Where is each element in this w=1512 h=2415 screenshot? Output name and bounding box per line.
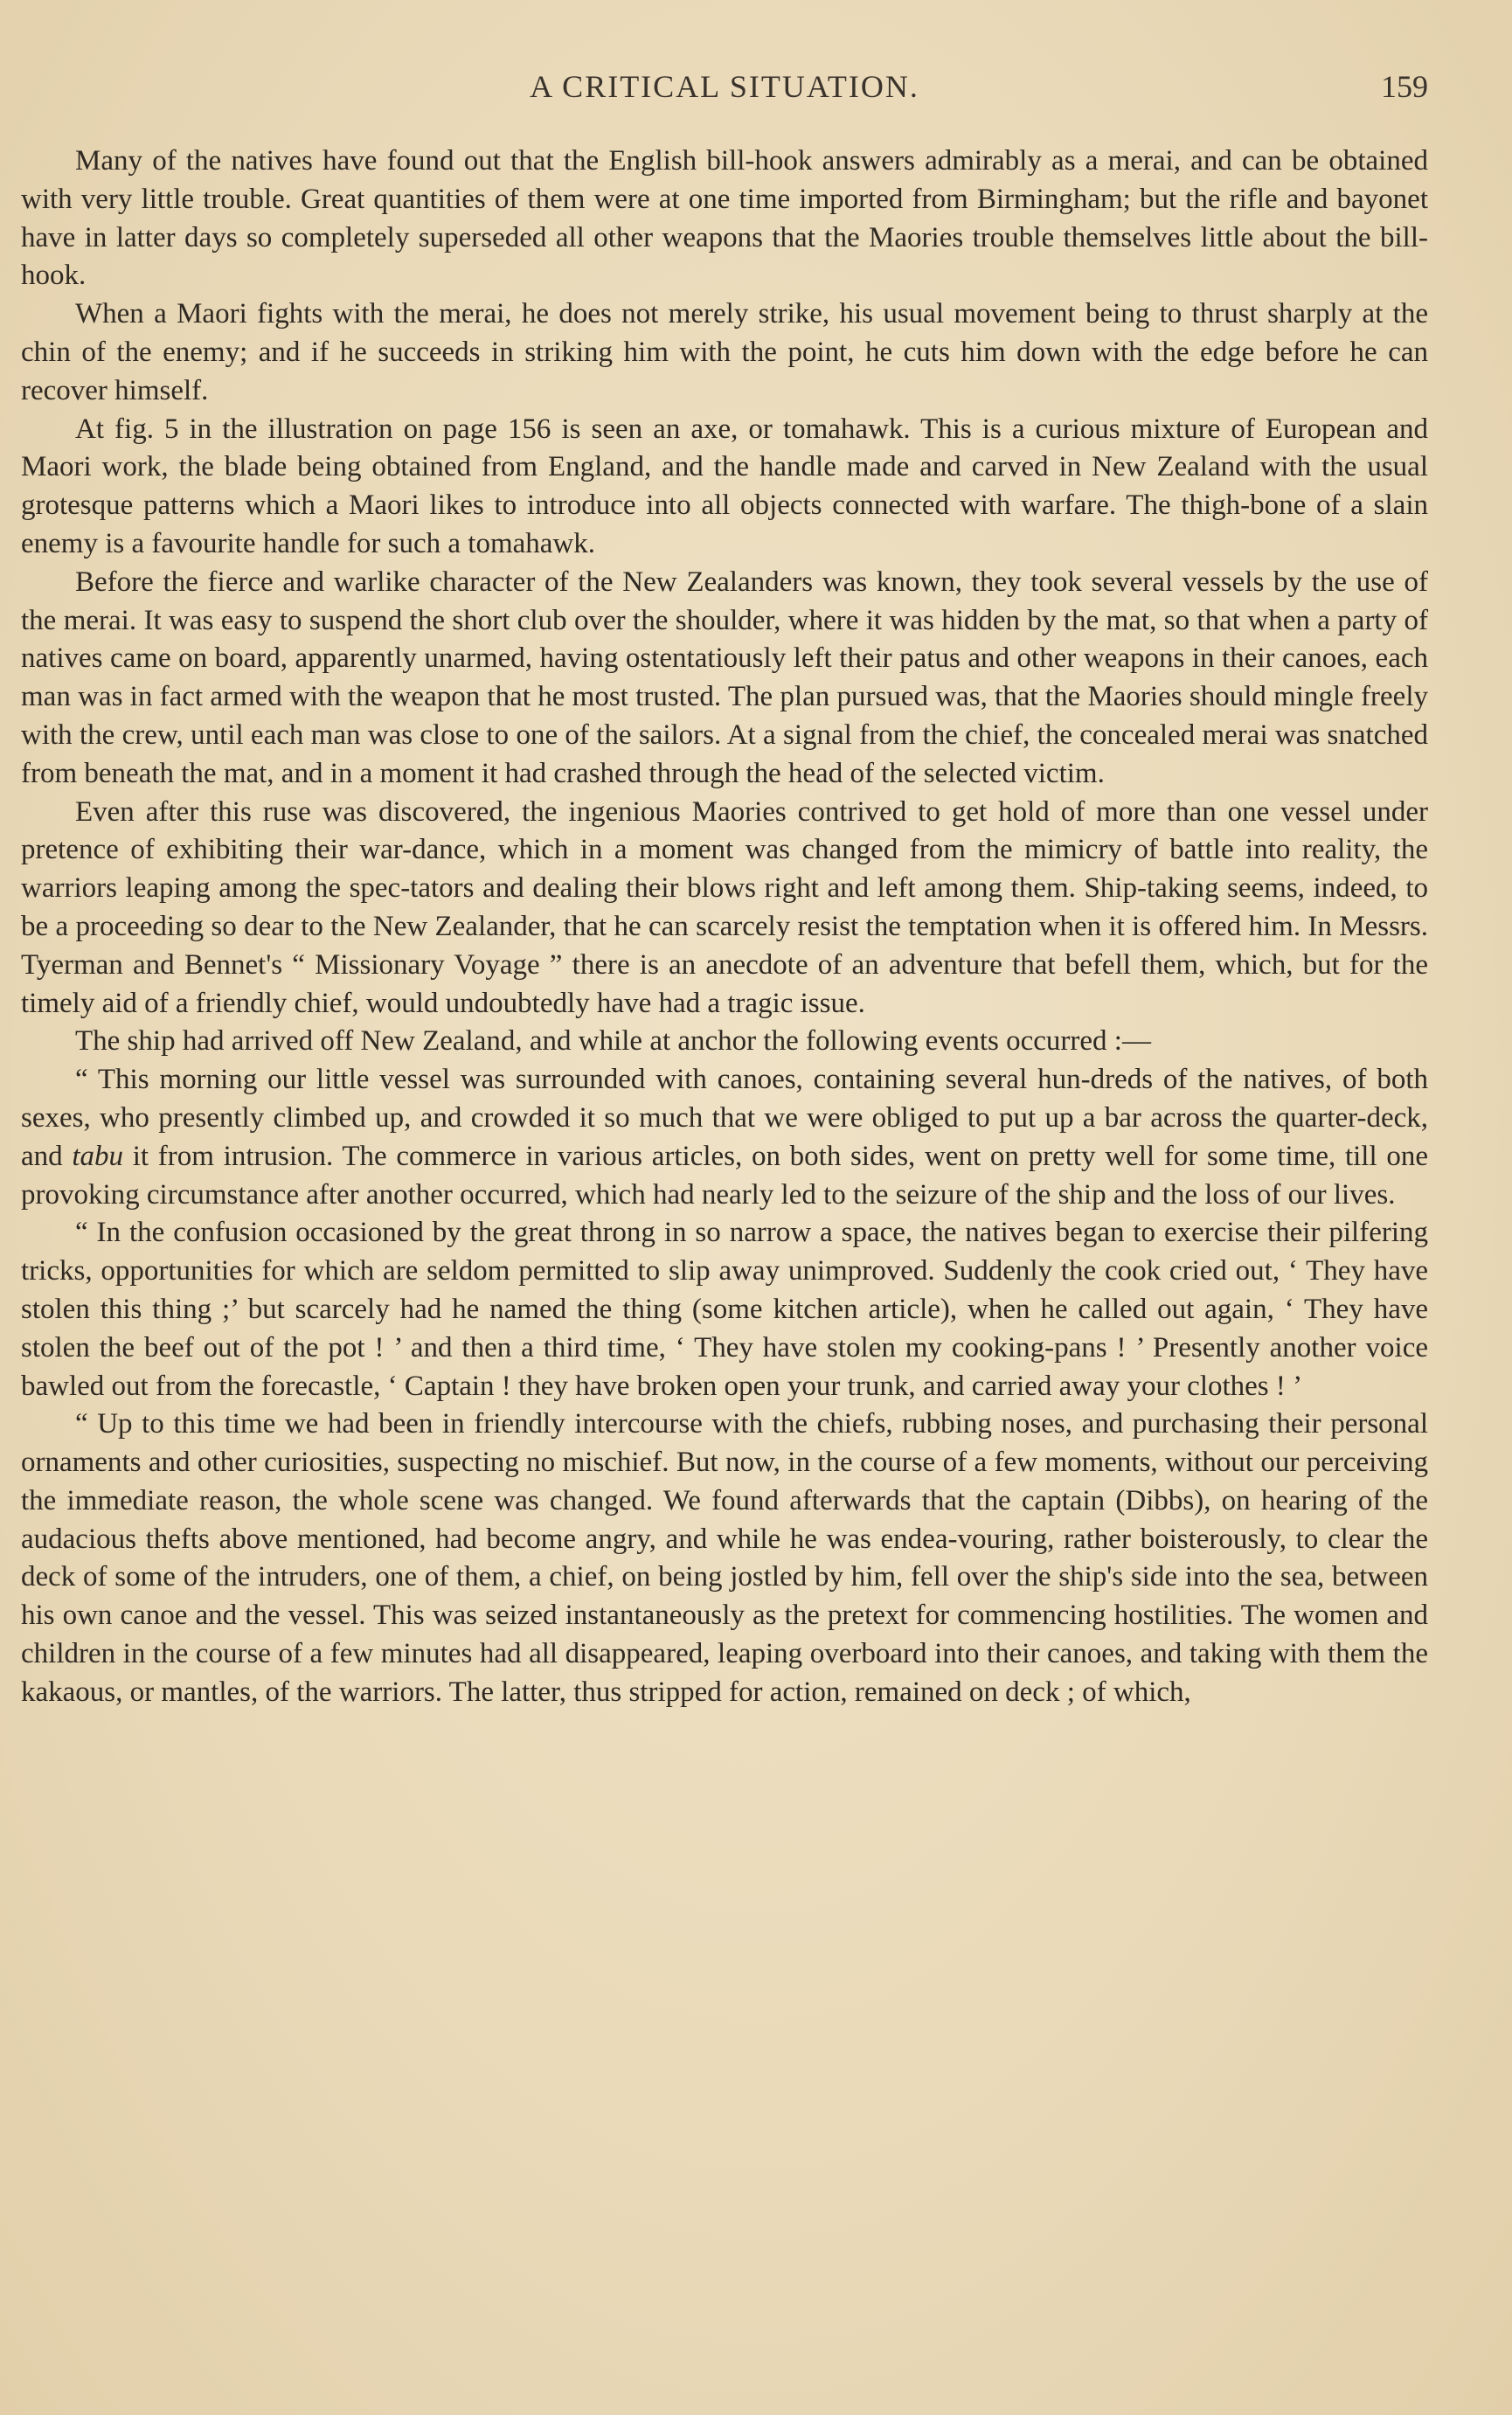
running-head xyxy=(21,68,1428,112)
paragraph-ship-arrived: The ship had arrived off New Zealand, and while at anchor the following events occurred :— xyxy=(75,1025,1151,1058)
paragraph-tomahawk: At fig. 5 in the illustration on page 156 is seen an axe, or tomahawk. This is a curious mixture of European and Maori work, the blade being obtained from England, and the handle made and carved in New Zealand with the usual grotesque patterns which a Maori likes to introduce into all objects connected with warfare. The thigh-bone of a slain enemy is a favourite handle for such a tomahawk. xyxy=(21,413,1428,559)
quote-text-part: it from intrusion. The commerce in various articles, on both sides, went on pretty well for some time, till one provoking circumstance after another occurred, which had nearly led to the seizure of the ship and the loss of our lives. xyxy=(21,1140,1428,1211)
page-number: 159 xyxy=(1381,69,1428,104)
paragraph-ship-taking: Before the fierce and warlike character of the New Zealanders was known, they took several vessels by the use of the merai. It was easy to suspend the short club over the shoulder, where it was hidden by the mat, so that when a party of natives came on board, apparently unarmed, having ostentatiously left their patus and other weapons in their canoes, each man was in fact armed with the weapon that he most trusted. The plan pursued was, that the Maories should mingle freely with the crew, until each man was close to one of the sailors. At a signal from the chief, the concealed merai was snatched from beneath the mat, and in a moment it had crashed through the head of the selected victim. xyxy=(21,566,1428,789)
quote-paragraph-hostilities: “ Up to this time we had been in friendly intercourse with the chiefs, rubbing noses, and purchasing their personal ornaments and other curiosities, suspecting no mischief. But now, in the course of a few moments, without our perceiving the immediate reason, the whole scene was changed. We found afterwards that the captain (Dibbs), on hearing of the audacious thefts above mentioned, had become angry, and while he was endea-vouring, rather boisterously, to clear the deck of some of the intruders, one of them, a chief, on being jostled by him, fell over the ship's side into the sea, between his own canoe and the vessel. This was seized instantaneously as the pretext for commencing hostilities. The women and children in the course of a few minutes had all disappeared, leaping overboard into their canoes, and taking with them the kakaous, or mantles, of the warriors. The latter, thus stripped for action, remained on deck ; of which, xyxy=(21,1408,1428,1708)
italic-word-tabu: tabu xyxy=(72,1140,124,1172)
quote-paragraph-canoes xyxy=(21,1061,1428,1214)
running-title: A CRITICAL SITUATION. xyxy=(530,69,919,104)
paragraph-war-dance: Even after this ruse was discovered, the ingenious Maories contrived to get hold of more than one vessel under pretence of exhibiting their war-dance, which in a moment was changed from the mimicry of battle into reality, the warriors leaping among the spec-tators and dealing their blows right and left among them. Ship-taking seems, indeed, to be a proceeding so dear to the New Zealander, that he can scarcely resist the temptation when it is offered him. In Messrs. Tyerman and Bennet's “ Missionary Voyage ” there is an anecdote of an adventure that befell them, which, but for the timely aid of a friendly chief, would undoubtedly have had a tragic issue. xyxy=(21,795,1428,1019)
quote-text-part: “ This morning our little vessel was surrounded with canoes, containing several hun-dreds of the natives, of both sexes, who presently climbed up, and crowded it so much that we were obliged to put up a bar across the quarter-deck, and xyxy=(21,1064,1428,1172)
body-text xyxy=(21,142,1428,1712)
quote-paragraph-pilfering: “ In the confusion occasioned by the great throng in so narrow a space, the natives began to exercise their pilfering tricks, opportunities for which are seldom permitted to slip away unimproved. Suddenly the cook cried out, ‘ They have stolen this thing ;’ but scarcely had he named the thing (some kitchen article), when he called out again, ‘ They have stolen the beef out of the pot ! ’ and then a third time, ‘ They have stolen my cooking-pans ! ’ Presently another voice bawled out from the forecastle, ‘ Captain ! they have broken open your trunk, and carried away your clothes ! ’ xyxy=(21,1217,1428,1402)
paragraph-merai-fighting: When a Maori fights with the merai, he does not merely strike, his usual movement being to thrust sharply at the chin of the enemy; and if he succeeds in striking him with the point, he cuts him down with the edge before he can recover himself. xyxy=(21,298,1428,406)
paragraph-bill-hook: Many of the natives have found out that the English bill-hook answers admirably as a merai, and can be obtained with very little trouble. Great quantities of them were at one time imported from Birmingham; but the rifle and bayonet have in latter days so completely superseded all other weapons that the Maories trouble themselves little about the bill-hook. xyxy=(21,145,1428,292)
